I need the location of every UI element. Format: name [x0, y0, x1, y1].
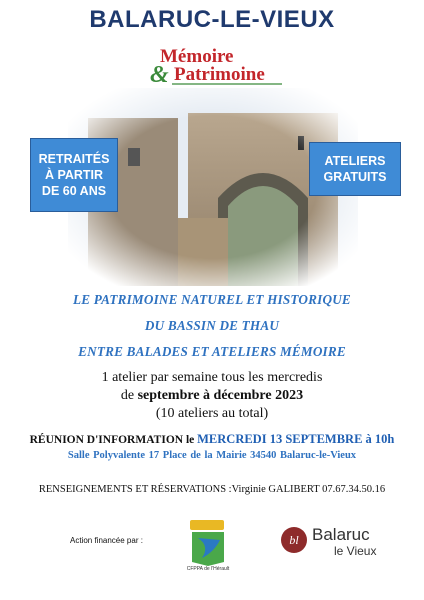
balaruc-le-vieux-logo [280, 520, 410, 560]
logo-ampersand: & [150, 62, 169, 88]
headline-2: DU BASSIN DE THAU [144, 318, 280, 333]
badge-line: DE 60 ANS [41, 184, 107, 198]
free-workshops-badge [309, 142, 401, 196]
retirees-badge [30, 138, 118, 212]
badge-line: À PARTIR [44, 168, 104, 182]
logo-patrimoine-text: Patrimoine [174, 64, 265, 85]
memoire-patrimoine-logo [148, 40, 288, 90]
svg-text:bl: bl [289, 533, 299, 547]
funded-by-label: Action financée par : [70, 536, 143, 545]
le-vieux-logo-text: le Vieux [334, 544, 377, 558]
cfppa-label: CFPPA de l'Hérault [186, 566, 230, 572]
schedule-dates: septembre à décembre 2023 [137, 388, 304, 403]
venue-address: Salle Polyvalente 17 Place de la Mairie 34540 Balaruc-le-Vieux [67, 450, 357, 461]
schedule-prefix: de [120, 388, 138, 403]
town-title: BALARUC-LE-VIEUX [89, 6, 335, 33]
info-meeting-label: RÉUNION D'INFORMATION le [29, 434, 198, 446]
contact-line: RENSEIGNEMENTS ET RÉSERVATIONS :Virginie GALIBERT 07.67.34.50.16 [38, 484, 386, 495]
logo-memoire-text: Mémoire [160, 46, 234, 67]
badge-line: ATELIERS [324, 154, 386, 168]
badge-line: GRATUITS [323, 170, 387, 184]
info-meeting [0, 432, 424, 447]
schedule-line-3: (10 ateliers au total) [155, 406, 269, 421]
headline-3: ENTRE BALADES ET ATELIERS MÉMOIRE [78, 344, 346, 359]
badge-line: RETRAITÉS [38, 152, 110, 166]
schedule-line-2 [0, 388, 424, 404]
balaruc-logo-text: Balaruc [312, 525, 370, 544]
info-meeting-date: MERCREDI 13 SEPTEMBRE à 10h [197, 432, 395, 446]
headline-1: LE PATRIMOINE NATUREL ET HISTORIQUE [73, 292, 351, 307]
schedule-line-1: 1 atelier par semaine tous les mercredis [101, 370, 323, 385]
